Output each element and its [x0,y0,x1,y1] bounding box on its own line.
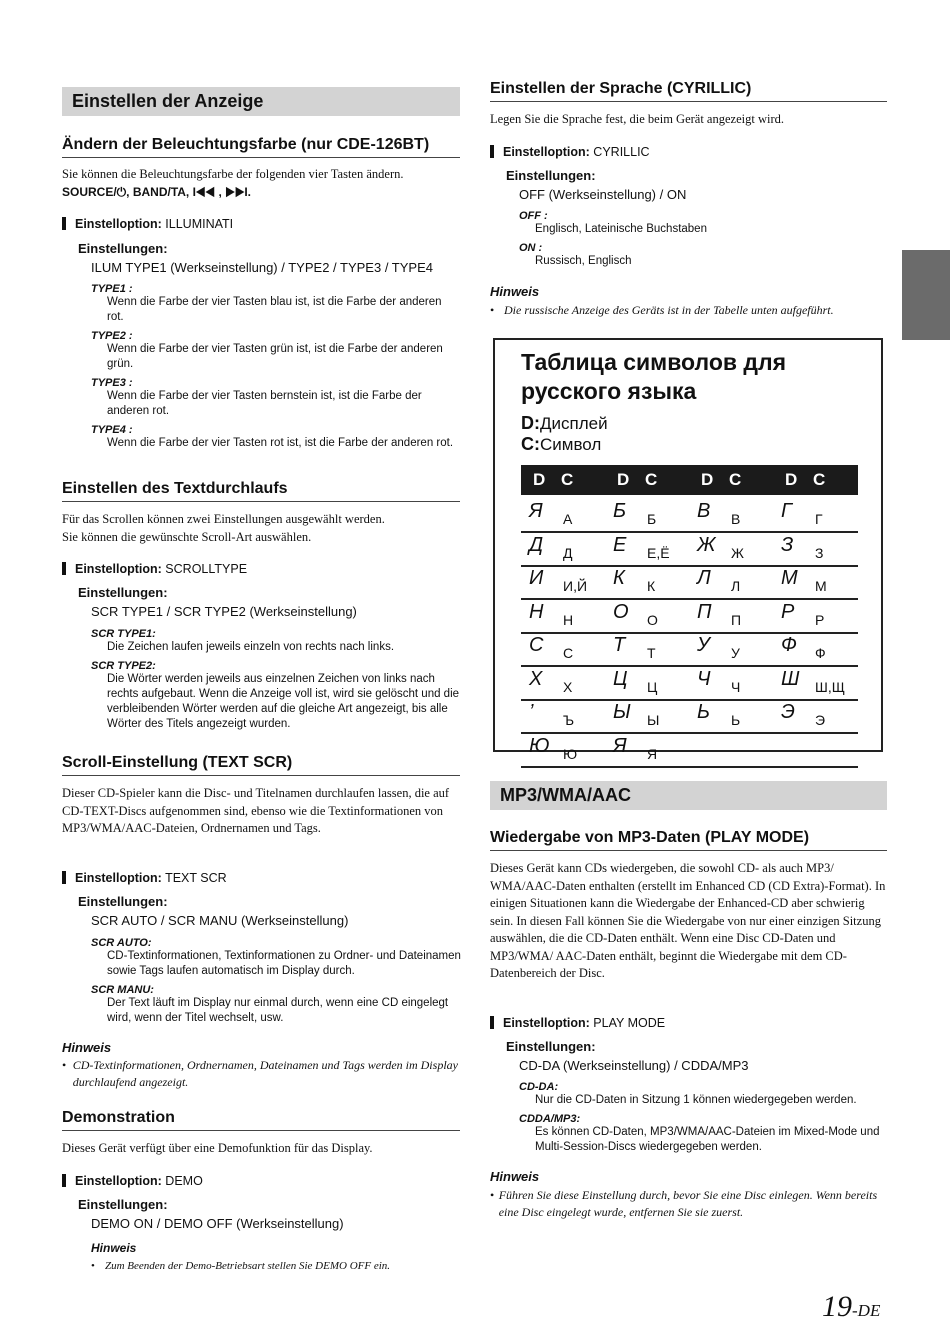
display-glyph: Д [529,533,545,556]
header-d: D [785,470,798,489]
settings-value: OFF (Werkseinstellung) / ON [519,187,687,202]
header-c: C [813,470,826,489]
illum-keys: SOURCE/⏻, BAND/TA, I◀◀ , ▶▶I. [62,184,252,199]
option-cyrillic: Einstelloption: CYRILLIC [490,145,650,159]
page-number: 19-DE [822,1290,881,1323]
hint-label: Hinweis [91,1241,137,1255]
settings-label: Einstellungen: [78,894,168,909]
table-row [521,632,858,667]
settings-label: Einstellungen: [506,1039,596,1054]
cyrillic-items: OFF : Englisch, Lateinische Buchstaben ON : Russisch, Englisch [519,210,707,267]
heading-textdurchlauf: Einstellen des Textdurchlaufs [62,480,460,502]
table-header [521,465,858,495]
hint-textscr: • CD-Textinformationen, Ordnernamen, Dateinamen und Tags werden im Display durchlaufend angezeigt. [62,1058,458,1089]
hint-demo: • Zum Beenden der Demo-Betriebsart stellen Sie DEMO OFF ein. [91,1260,391,1272]
cyrillic-char: М [815,578,827,594]
cyrillic-intro: Legen Sie die Sprache fest, die beim Gerät angezeigt wird. [490,112,784,126]
cyrillic-char: У [731,645,740,661]
hint-cyrillic: • Die russische Anzeige des Geräts ist in der Tabelle unten aufgeführt. [490,303,834,317]
display-glyph: Б [613,500,628,522]
cyrillic-char: Ъ [563,712,575,728]
display-glyph: Э [781,701,796,723]
hint-label: Hinweis [490,284,540,299]
display-glyph: Л [697,567,712,589]
display-glyph: О [613,600,630,623]
display-glyph: Я [529,500,544,522]
display-glyph: И [529,567,545,589]
display-glyph: Н [529,600,545,623]
option-play-mode: Einstelloption: PLAY MODE [490,1016,665,1030]
hint-play-mode: • Führen Sie diese Einstellung durch, bevor Sie eine Disc einlegen. Wenn bereits eine Disc eingelegt wurde, entfernen Sie sie zuerst. [490,1188,878,1219]
display-glyph: Ц [613,667,629,690]
settings-value: DEMO ON / DEMO OFF (Werkseinstellung) [91,1216,344,1231]
display-glyph: Г [781,500,793,522]
cyrillic-char: Х [563,678,573,695]
display-glyph: З [781,533,795,556]
cyrillic-char: Э [815,712,826,728]
cyrillic-char: Н [563,611,574,628]
option-scrolltype: Einstelloption: SCROLLTYPE [62,562,247,576]
header-c: C [645,470,658,489]
settings-label: Einstellungen: [78,585,168,600]
russian-character-table [493,338,883,762]
hint-label: Hinweis [490,1169,540,1184]
cyrillic-char: Р [815,611,825,628]
display-glyph: Ю [529,734,551,757]
cyrillic-char: Ч [731,678,741,695]
cyrillic-char: А [563,511,573,527]
scroll-intro-1: Für das Scrollen können zwei Einstellungen ausgewählt werden. [62,512,385,526]
legend-display: D:Дисплей [521,413,608,433]
heading-demonstration: Demonstration [62,1109,460,1131]
display-glyph: В [697,500,712,522]
cyrillic-char: С [563,645,574,661]
display-glyph: Ч [697,667,712,690]
cyrillic-char: Е,Ё [647,544,670,561]
settings-value: CD-DA (Werkseinstellung) / CDDA/MP3 [519,1058,749,1073]
display-glyph: П [697,600,713,623]
display-glyph: К [613,567,626,589]
page-tab-marker [902,250,950,340]
cyrillic-char: Т [647,645,656,661]
cyrillic-char: Ы [647,712,660,728]
cyrillic-char: Г [815,511,823,527]
cyrillic-char: З [815,544,824,561]
cyrillic-char: В [731,511,741,527]
option-demo: Einstelloption: DEMO [62,1174,203,1188]
heading-text-scr: Scroll-Einstellung (TEXT SCR) [62,754,460,776]
illum-items: TYPE1 : Wenn die Farbe der vier Tasten blau ist, ist die Farbe der anderen rot. TYPE2 : Wenn die Farbe der vier Tasten grün ist, ist die Farbe der anderen grün. TYPE3 : Wenn die Farbe der vier Tasten bernstein ist, ist die Farbe der anderen rot. TYPE4 : Wenn die Farbe der vier Tasten rot ist, ist die Farbe der anderen rot. [91,283,454,449]
display-glyph: Ы [613,701,632,723]
scroll-items: SCR TYPE1: Die Zeichen laufen jeweils einzeln von rechts nach links. SCR TYPE2: Die Wörter werden jeweils aus einzelnen Zeichen von links nach rechts aufgebaut. Wenn die Anzeige voll ist, wird sie gelöscht und die verbleibenden Wörter werden auf die gleiche Art angezeigt, bis alle Wörter des Titels angezeigt wurden. [91,628,460,730]
hint-label: Hinweis [62,1040,112,1055]
display-glyph: Я [613,734,628,757]
header-d: D [701,470,714,489]
play-intro: Dieses Gerät kann CDs wiedergeben, die sowohl CD- als auch MP3/ WMA/AAC-Daten enthalten (erstellt im Enhanced CD (CD Extra)-Format). In einigen Situationen kann die Wiedergabe der Enhanced-CD aber schwierig sein. In diesen Fall können Sie die Wiedergabe von nur einer einzigen Sitzung auswählen, die die CD-Daten enthält. Wenn eine Disc CD-Daten und MP3/WMA/ AAC-Daten enthält, beginnt die Wiedergabe mit dem CD-Datenbereich der Disc. [490,861,886,980]
display-glyph: ’ [529,701,535,723]
illum-intro: Sie können die Beleuchtungsfarbe der folgenden vier Tasten ändern. [62,167,404,181]
textscr-items: SCR AUTO: CD-Textinformationen, Textinformationen zu Ordner- und Dateinamen sowie Tags laufen automatisch im Display durch. SCR MANU: Der Text läuft im Display nur einmal durch, wenn eine CD eingelegt wird, wenn der Titel wechselt, usw. [91,937,461,1024]
play-items: CD-DA: Nur die CD-Daten in Sitzung 1 können wiedergegeben werden. CDDA/MP3: Es können CD-Daten, MP3/WMA/AAC-Dateien im Mixed-Mode und Multi-Session-Discs wiedergegeben werden. [519,1081,880,1153]
display-glyph: Р [781,600,796,623]
table-row [521,599,858,634]
heading-illumination: Ändern der Beleuchtungsfarbe (nur CDE-126BT) [62,136,460,158]
display-glyph: Т [613,634,627,656]
header-d: D [533,470,546,489]
cyrillic-char: П [731,611,742,628]
option-illuminati: Einstelloption: ILLUMINATI [62,217,233,231]
heading-cyrillic: Einstellen der Sprache (CYRILLIC) [490,80,887,102]
cyrillic-char: Л [731,578,741,594]
display-glyph: Ь [697,701,712,723]
cyrillic-char: Ю [563,745,578,762]
header-d: D [617,470,630,489]
header-c: C [729,470,742,489]
table-title: Таблица символов для русского языка [521,349,787,404]
display-glyph: С [529,634,545,656]
option-text-scr: Einstelloption: TEXT SCR [62,871,227,885]
settings-value: ILUM TYPE1 (Werkseinstellung) / TYPE2 / TYPE3 / TYPE4 [91,260,433,275]
cyrillic-char: Б [647,511,657,527]
cyrillic-char: Ж [731,544,744,561]
display-glyph: Х [529,667,544,690]
table-row [521,532,858,567]
cyrillic-char: Я [647,745,658,762]
cyrillic-char: Д [563,544,573,561]
cyrillic-char: О [647,611,658,628]
header-c: C [561,470,574,489]
scroll-intro-2: Sie können die gewünschte Scroll-Art auswählen. [62,529,312,544]
legend-character: C:Символ [521,434,602,454]
display-glyph: Е [613,533,628,556]
cyrillic-char: Ц [647,678,658,695]
heading-play-mode: Wiedergabe von MP3-Daten (PLAY MODE) [490,829,887,851]
settings-label: Einstellungen: [506,168,596,183]
table-row [521,699,858,734]
settings-label: Einstellungen: [78,1197,168,1212]
settings-value: SCR TYPE1 / SCR TYPE2 (Werkseinstellung) [91,604,357,619]
display-glyph: У [697,634,711,656]
cyrillic-char: Ь [731,712,741,728]
table-row [521,565,858,600]
table-row [521,498,858,533]
cyrillic-char: К [647,578,656,594]
settings-label: Einstellungen: [78,241,168,256]
demo-intro: Dieses Gerät verfügt über eine Demofunktion für das Display. [62,1141,373,1155]
section-title-display: Einstellen der Anzeige [62,87,460,116]
display-glyph: Ш [781,667,801,690]
display-glyph: Ф [781,634,798,656]
table-row [521,733,858,768]
table-row [521,666,858,701]
settings-value: SCR AUTO / SCR MANU (Werkseinstellung) [91,913,349,928]
cyrillic-char: Ш,Щ [815,678,845,695]
cyrillic-char: И,Й [563,578,588,594]
cyrillic-char: Ф [815,645,826,661]
textscr-intro: Dieser CD-Spieler kann die Disc- und Titelnamen durchlaufen lassen, die auf CD-TEXT-Discs aufgenommen sind, ebenso wie die Textinformationen von MP3/WMA/AAC-Dateien, Ordnernamen und Tags. [62,786,450,835]
display-glyph: М [781,567,799,589]
section-title-mp3: MP3/WMA/AAC [490,781,887,810]
display-glyph: Ж [697,533,717,556]
